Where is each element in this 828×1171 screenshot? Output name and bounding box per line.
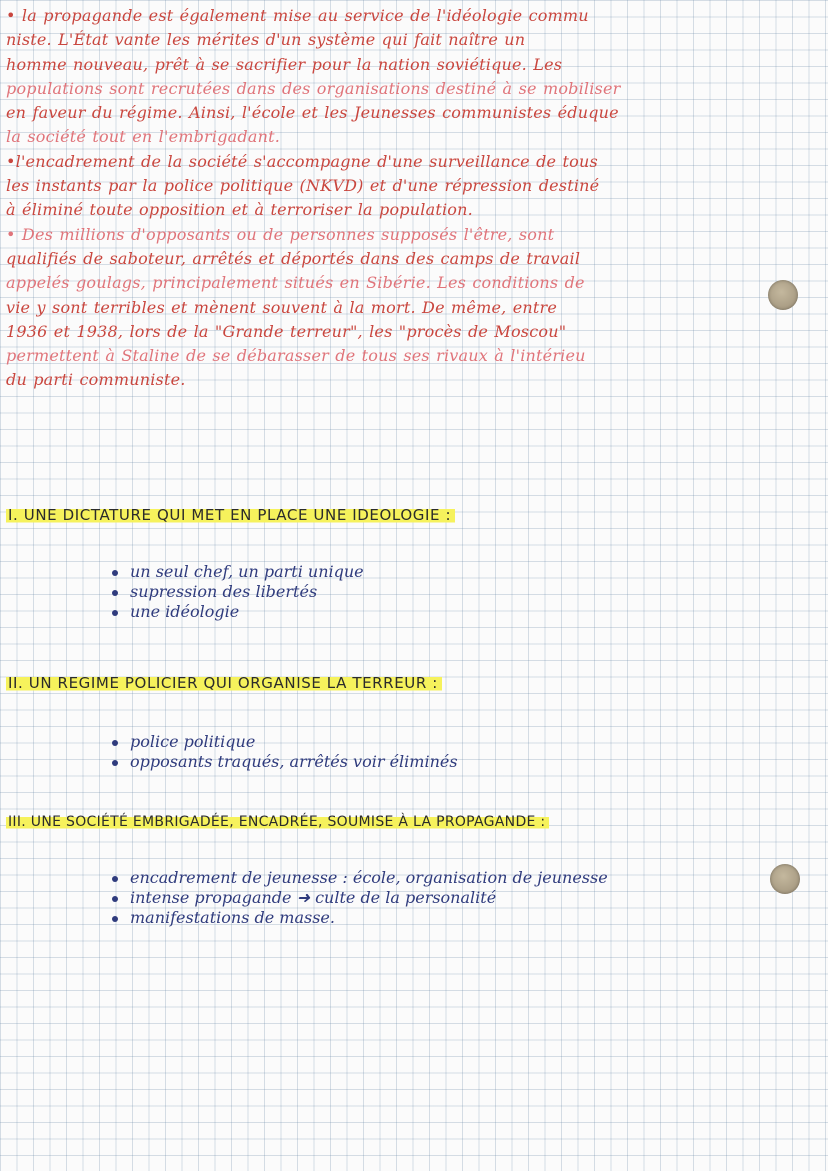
list-item: intense propagande ➜ culte de la personalité (112, 888, 608, 908)
paragraph-line: en faveur du régime. Ainsi, l'école et les Jeunesses communistes éduque (6, 103, 619, 123)
list-item: une idéologie (112, 602, 364, 622)
binder-hole (770, 864, 800, 894)
paragraph-line: du parti communiste. (6, 370, 186, 390)
paragraph-line: permettent à Staline de se débarasser de tous ses rivaux à l'intérieu (6, 346, 586, 366)
section-heading-3 (6, 814, 549, 830)
paragraph-line: les instants par la police politique (NKVD) et d'une répression destiné (6, 176, 600, 196)
section-2-bullets (112, 732, 458, 772)
paragraph-block (6, 4, 818, 393)
paragraph-line: populations sont recrutées dans des organisations destiné à se mobiliser (6, 78, 621, 98)
section-heading-2 (6, 674, 442, 692)
paragraph-line: appelés goulags, principalement situés en Sibérie. Les conditions de (6, 273, 585, 293)
list-item: supression des libertés (112, 582, 364, 602)
section-heading-3-text: III. UNE SOCIÉTÉ EMBRIGADÉE, ENCADRÉE, SOUMISE À LA PROPAGANDE : (6, 814, 549, 830)
list-item: un seul chef, un parti unique (112, 562, 364, 582)
paragraph-line: qualifiés de saboteur, arrêtés et déportés dans des camps de travail (6, 248, 581, 268)
list-item: opposants traqués, arrêtés voir éliminés (112, 752, 458, 772)
paragraph-line: niste. L'État vante les mérites d'un système qui fait naître un (6, 30, 526, 50)
paragraph-line: • la propagande est également mise au service de l'idéologie commu (6, 6, 589, 25)
list-item: encadrement de jeunesse : école, organisation de jeunesse (112, 868, 608, 888)
section-3-bullets (112, 868, 608, 928)
section-heading-2-text: II. UN REGIME POLICIER QUI ORGANISE LA TERREUR : (6, 674, 442, 692)
list-item: police politique (112, 732, 458, 752)
paragraph-line: à éliminé toute opposition et à terroriser la population. (6, 200, 473, 220)
paragraph-line: la société tout en l'embrigadant. (6, 127, 281, 147)
binder-hole (768, 280, 798, 310)
section-heading-1-text: I. UNE DICTATURE QUI MET EN PLACE UNE IDEOLOGIE : (6, 506, 455, 524)
paragraph-line: 1936 et 1938, lors de la "Grande terreur", les "procès de Moscou" (6, 321, 567, 341)
paragraph-line: vie y sont terribles et mènent souvent à la mort. De même, entre (6, 297, 558, 317)
section-heading-1 (6, 506, 455, 524)
section-1-bullets (112, 562, 364, 622)
paragraph-line: •l'encadrement de la société s'accompagne d'une surveillance de tous (6, 151, 598, 171)
paragraph-line: homme nouveau, prêt à se sacrifier pour la nation soviétique. Les (6, 54, 563, 74)
list-item: manifestations de masse. (112, 908, 608, 928)
paragraph-line: • Des millions d'opposants ou de personnes supposés l'être, sont (6, 224, 555, 244)
